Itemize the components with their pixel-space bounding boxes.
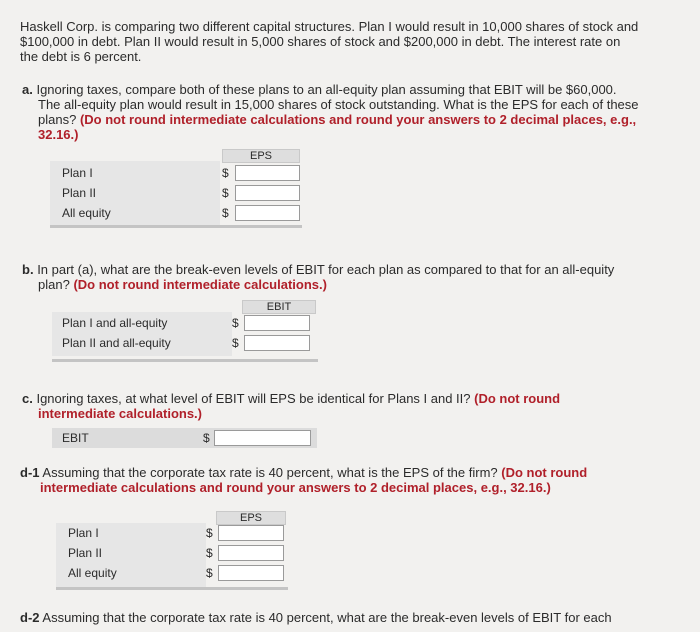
eps-tax-plan-1-input[interactable] [218, 525, 284, 541]
table-row [56, 543, 288, 563]
part-a-line-3-plain: plans? [38, 112, 77, 127]
part-b-row-label: Plan II and all-equity [62, 336, 171, 350]
part-b-question [22, 262, 672, 292]
intro-line-3: the debt is 6 percent. [20, 49, 142, 64]
part-c-line-1-plain: Ignoring taxes, at what level of EBIT will EPS be identical for Plans I and II? [36, 391, 471, 406]
part-d2-question [20, 610, 700, 625]
currency-symbol: $ [232, 336, 239, 350]
part-d1-table [56, 511, 288, 591]
part-a-header: EPS [222, 149, 300, 163]
eps-plan-2-input[interactable] [235, 185, 300, 201]
part-b-label: b. [22, 262, 34, 277]
currency-symbol: $ [222, 186, 229, 200]
part-a-question [22, 82, 672, 142]
part-b-instruction: (Do not round intermediate calculations.) [73, 277, 327, 292]
currency-symbol: $ [203, 431, 210, 445]
part-d2-label: d-2 [20, 610, 40, 625]
table-row [56, 523, 288, 543]
part-b-header: EBIT [242, 300, 316, 314]
part-a-row-label: Plan II [62, 186, 97, 200]
part-d1-line-1-plain: Assuming that the corporate tax rate is 40 percent, what is the EPS of the firm? [42, 465, 498, 480]
table-bottom-bar [50, 225, 302, 228]
table-row [50, 163, 302, 183]
part-a-table [50, 149, 302, 229]
ebit-plan-1-input[interactable] [244, 315, 310, 331]
part-d1-row-label: Plan II [68, 546, 103, 560]
table-row [52, 333, 318, 353]
part-d2-line-1: Assuming that the corporate tax rate is 40 percent, what are the break-even levels of EBIT for each [42, 610, 612, 625]
eps-tax-plan-2-input[interactable] [218, 545, 284, 561]
part-d1-row-label: Plan I [68, 526, 99, 540]
currency-symbol: $ [232, 316, 239, 330]
currency-symbol: $ [222, 206, 229, 220]
part-d1-instruction: (Do not round [501, 465, 588, 480]
table-bottom-bar [56, 587, 288, 590]
part-a-instruction: (Do not round intermediate calculations and round your answers to 2 decimal places, e.g., [79, 112, 637, 127]
part-d1-instruction-end: intermediate calculations and round your answers to 2 decimal places, e.g., 32.16.) [40, 480, 551, 495]
part-d1-question [20, 465, 680, 495]
table-row [56, 563, 288, 583]
part-c-row-label: EBIT [62, 431, 89, 445]
ebit-identical-input[interactable] [214, 430, 311, 446]
ebit-plan-2-input[interactable] [244, 335, 310, 351]
part-b-table [52, 300, 318, 368]
eps-plan-1-input[interactable] [235, 165, 300, 181]
part-c-instruction-end: intermediate calculations.) [38, 406, 202, 421]
part-c-ebit-row [52, 428, 317, 448]
part-a-row-label: Plan I [62, 166, 93, 180]
part-a-label: a. [22, 82, 33, 97]
intro-paragraph [20, 19, 680, 64]
currency-symbol: $ [206, 546, 213, 560]
table-row [52, 313, 318, 333]
part-a-instruction-end: 32.16.) [38, 127, 79, 142]
eps-all-equity-input[interactable] [235, 205, 300, 221]
part-a-line-1: Ignoring taxes, compare both of these plans to an all-equity plan assuming that EBIT will be $60,000. [36, 82, 617, 97]
part-b-line-2-plain: plan? [38, 277, 70, 292]
part-b-line-1: In part (a), what are the break-even levels of EBIT for each plan as compared to that for an all-equity [37, 262, 615, 277]
table-bottom-bar [52, 359, 318, 362]
currency-symbol: $ [222, 166, 229, 180]
part-d1-header: EPS [216, 511, 286, 525]
part-c-label: c. [22, 391, 33, 406]
table-row [50, 203, 302, 223]
intro-line-1: Haskell Corp. is comparing two different capital structures. Plan I would result in 10,000 shares of stock and [20, 19, 639, 34]
currency-symbol: $ [206, 566, 213, 580]
part-b-row-label: Plan I and all-equity [62, 316, 168, 330]
part-d1-row-label: All equity [68, 566, 117, 580]
part-a-line-2: The all-equity plan would result in 15,000 shares of stock outstanding. What is the EPS for each of these [38, 97, 639, 112]
part-c-instruction: (Do not round [474, 391, 561, 406]
intro-line-2: $100,000 in debt. Plan II would result in 5,000 shares of stock and $200,000 in debt. The interest rate on [20, 34, 621, 49]
part-c-question [22, 391, 682, 421]
part-a-row-label: All equity [62, 206, 111, 220]
eps-tax-all-equity-input[interactable] [218, 565, 284, 581]
part-d1-label: d-1 [20, 465, 40, 480]
table-row [50, 183, 302, 203]
currency-symbol: $ [206, 526, 213, 540]
